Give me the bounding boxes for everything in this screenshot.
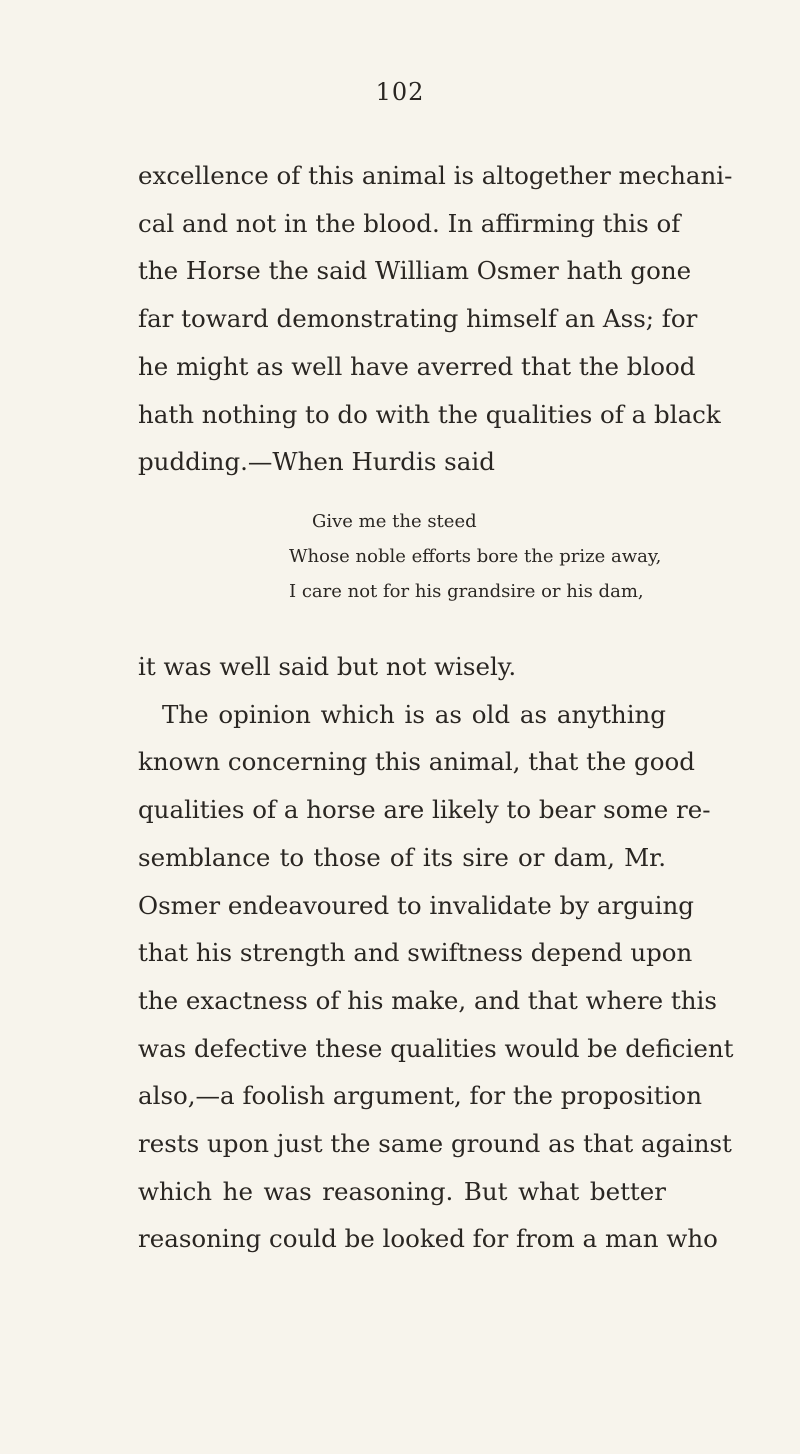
text-line: which he was reasoning. But what better <box>138 1176 666 1206</box>
verse-line: Whose noble efforts bore the prize away, <box>289 546 662 567</box>
page-number: 102 <box>375 78 425 106</box>
text-line: far toward demonstrating himself an Ass; for <box>138 304 698 334</box>
text-line: semblance to those of its sire or dam, Mr. <box>138 842 666 872</box>
text-line: qualities of a horse are likely to bear some re- <box>138 795 711 825</box>
text-line: The opinion which is as old as anything <box>162 699 666 729</box>
text-line: rests upon just the same ground as that against <box>138 1129 732 1159</box>
text-line: pudding.—When Hurdis said <box>138 447 495 477</box>
text-line: hath nothing to do with the qualities of a black <box>138 399 721 429</box>
text-line: Osmer endeavoured to invalidate by arguing <box>138 890 694 920</box>
paragraph-block-1 <box>138 152 733 486</box>
verse-line: I care not for his grandsire or his dam, <box>289 581 644 602</box>
text-line: also,—a foolish argument, for the proposition <box>138 1081 702 1111</box>
verse-quotation <box>0 504 800 609</box>
text-line: that his strength and swiftness depend upon <box>138 938 693 968</box>
text-line: cal and not in the blood. In affirming this of <box>138 208 681 238</box>
text-line: he might as well have averred that the blood <box>138 351 696 381</box>
text-line: the Horse the said William Osmer hath gone <box>138 256 692 286</box>
text-line: was defective these qualities would be deficient <box>138 1033 734 1063</box>
text-line: the exactness of his make, and that where this <box>138 985 717 1015</box>
text-line: excellence of this animal is altogether mechani- <box>138 161 733 190</box>
paragraph-block-2 <box>138 643 734 1263</box>
text-line: reasoning could be looked for from a man who <box>138 1224 718 1254</box>
verse-line: Give me the steed <box>312 511 477 532</box>
text-line: it was well said but not wisely. <box>138 652 517 681</box>
text-line: known concerning this animal, that the good <box>138 747 695 777</box>
